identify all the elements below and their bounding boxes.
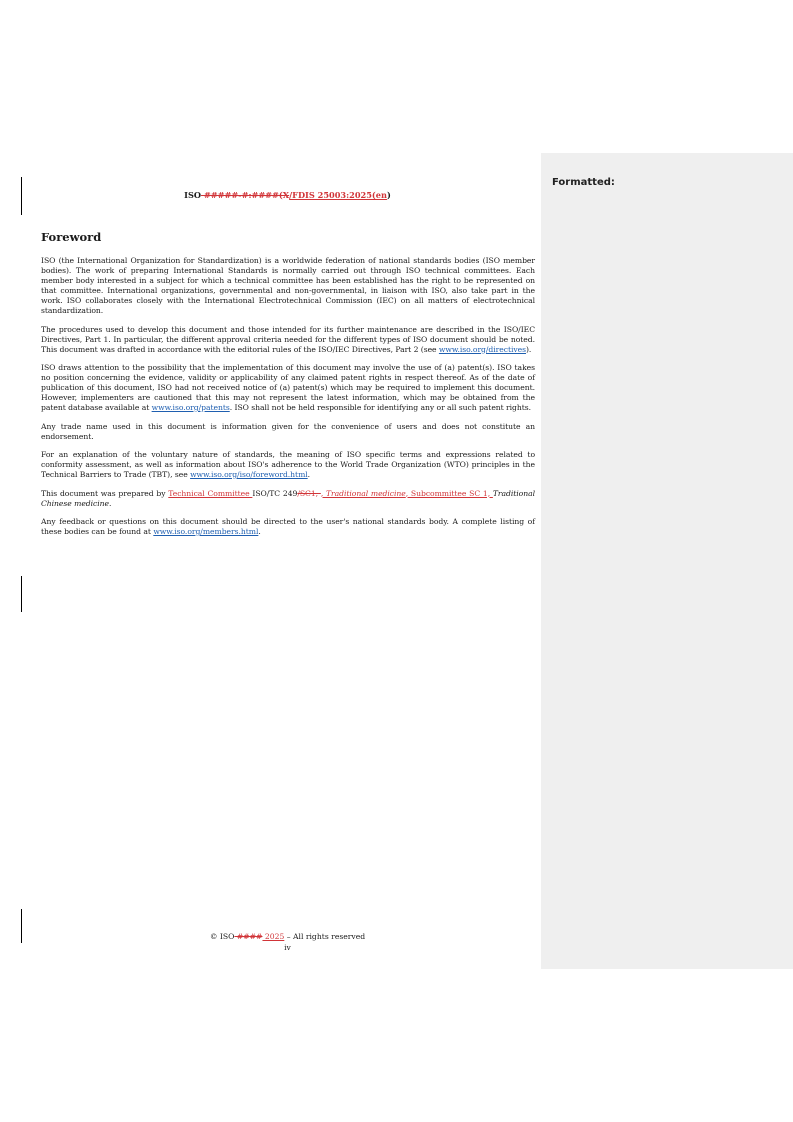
p6-inserted-traditional-medicine: Traditional medicine xyxy=(325,488,406,498)
foreword-section xyxy=(41,230,535,546)
p6-inserted-committee: Technical Committee xyxy=(168,488,253,498)
p6-end: . xyxy=(109,498,112,508)
foreword-paragraph-3 xyxy=(41,363,535,413)
p6-inserted-comma: , xyxy=(320,488,326,498)
foreword-paragraph-4: Any trade name used in this document is information given for the convenience of users and does not constitute an endorsement. xyxy=(41,421,535,441)
p6-tc-number: ISO/TC 249 xyxy=(252,488,298,498)
header-inserted-text: /FDIS 25003:2025(en xyxy=(289,190,387,200)
comment-label: Formatted: xyxy=(552,177,615,188)
header-suffix: ) xyxy=(386,190,391,200)
p5-end: . xyxy=(307,470,311,479)
foreword-paragraph-2 xyxy=(41,325,535,355)
p7-text: Any feedback or questions on this document should be directed to the user's national standards body. A complete listing of these bodies can be found at xyxy=(41,517,535,536)
p6-text-a: This document was prepared by xyxy=(41,488,169,498)
header-deleted-text: #####-#:####(X xyxy=(201,190,290,200)
p7-end: . xyxy=(258,527,261,536)
copyright-rights: – All rights reserved xyxy=(284,932,366,941)
p3-text: ISO draws attention to the possibility that the implementation of this document may involve the use of (a) patent(s). ISO takes no position concerning the evidence, validity or applicability of any claimed patent rights in respect thereof. As of the date of publication of this document, ISO had not received notice of (a) patent(s) which may be required to implement this document. However, implementers are cautioned that this may not represent the latest information, which may be obtained from the patent database available at xyxy=(41,363,535,412)
header-prefix: ISO xyxy=(184,190,202,200)
directives-link[interactable]: www.iso.org/directives xyxy=(438,344,526,354)
p6-deleted-sc: /SC1, xyxy=(297,488,319,498)
foreword-link[interactable]: www.iso.org/iso/foreword.html xyxy=(190,470,308,479)
comment-pane xyxy=(541,153,793,969)
foreword-paragraph-6 xyxy=(41,489,535,509)
foreword-paragraph-5 xyxy=(41,450,535,480)
copyright-deleted-year: #### xyxy=(234,932,263,941)
p6-inserted-subcommittee: , Subcommittee SC 1, xyxy=(405,488,493,498)
page-footer xyxy=(0,931,575,953)
copyright-inserted-year: 2025 xyxy=(262,932,285,941)
p6-tcm-title: Traditional Chinese medicine xyxy=(41,488,535,508)
foreword-paragraph-1: ISO (the International Organization for Standardization) is a worldwide federation of national standards bodies (ISO member bodies). The work of preparing International Standards is normally carried out through ISO technical committees. Each member body interested in a subject for which a technical committee has been established has the right to be represented on that committee. International organizations, governmental and non-governmental, in liaison with ISO, also take part in the work. ISO collaborates closely with the International Electrotechnical Commission (IEC) on all matters of electrotechnical standardization. xyxy=(41,256,535,315)
copyright-prefix: © ISO xyxy=(209,932,235,941)
foreword-title: Foreword xyxy=(41,230,102,244)
page-number: iv xyxy=(284,943,291,952)
p5-text: For an explanation of the voluntary nature of standards, the meaning of ISO specific terms and expressions related to conformity assessment, as well as information about ISO's adherence to the World Trade Organization (WTO) principles in the Technical Barriers to Trade (TBT), see xyxy=(41,450,535,479)
change-bar-prepared-by xyxy=(21,576,22,612)
p3-end: . ISO shall not be held responsible for identifying any or all such patent rights. xyxy=(229,403,532,412)
foreword-paragraph-7 xyxy=(41,517,535,537)
members-link[interactable]: www.iso.org/members.html xyxy=(153,527,259,536)
patents-link[interactable]: www.iso.org/patents xyxy=(151,403,230,412)
copyright-line xyxy=(0,931,575,942)
document-header xyxy=(0,190,575,200)
p2-text: The procedures used to develop this document and those intended for its further maintenance are described in the ISO/IEC Directives, Part 1. In particular, the different approval criteria needed for the different types of ISO document should be noted. This document was drafted in accordance with the editorial rules of the ISO/IEC Directives, Part 2 (see xyxy=(41,324,535,354)
p2-end: ). xyxy=(526,344,532,354)
